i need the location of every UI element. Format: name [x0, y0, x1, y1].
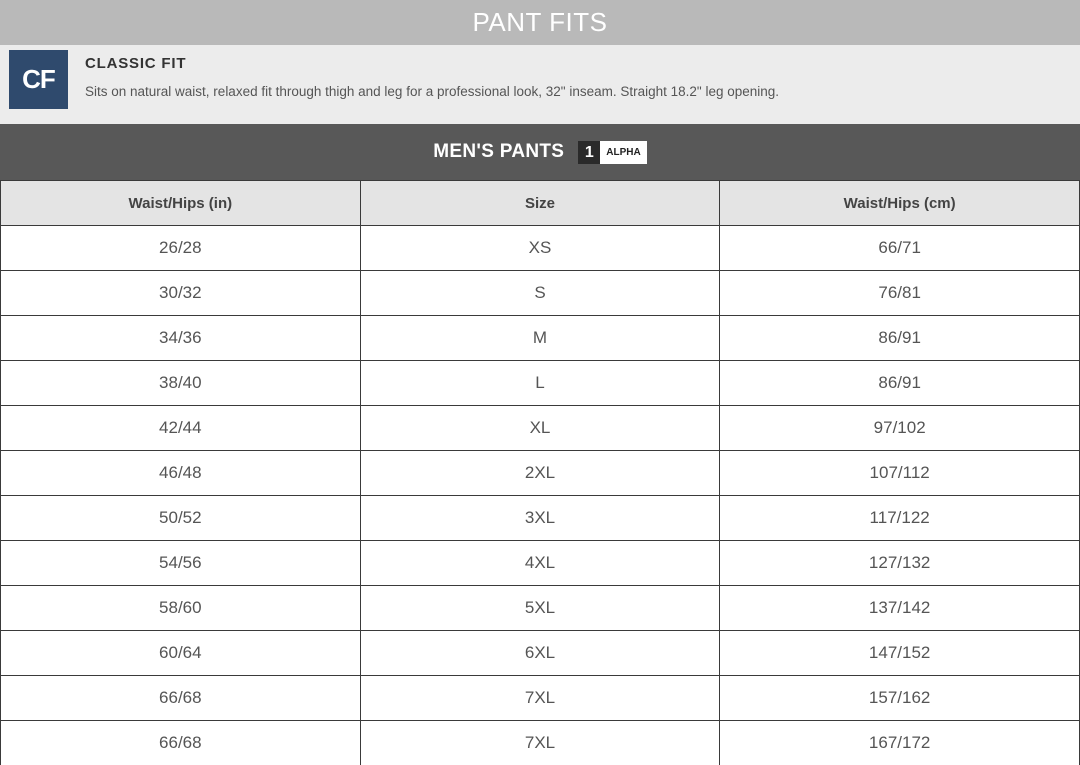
cell-waist-cm: 86/91	[720, 361, 1080, 406]
cell-size: 7XL	[360, 721, 720, 765]
table-row	[1, 451, 1080, 496]
cell-waist-in: 66/68	[1, 676, 361, 721]
table-row	[1, 316, 1080, 361]
cell-size: M	[360, 316, 720, 361]
page-title: PANT FITS	[0, 0, 1080, 45]
cell-size: S	[360, 271, 720, 316]
cell-size: 7XL	[360, 676, 720, 721]
cell-waist-in: 42/44	[1, 406, 361, 451]
fit-description-section	[0, 45, 1080, 124]
cell-waist-cm: 66/71	[720, 226, 1080, 271]
fit-title: CLASSIC FIT	[85, 55, 187, 72]
banner-title: MEN'S PANTS	[433, 141, 565, 162]
cell-waist-in: 46/48	[1, 451, 361, 496]
column-header-size: Size	[360, 181, 720, 226]
cell-waist-cm: 107/112	[720, 451, 1080, 496]
table-row	[1, 496, 1080, 541]
cell-size: XL	[360, 406, 720, 451]
cell-waist-cm: 167/172	[720, 721, 1080, 765]
table-row	[1, 271, 1080, 316]
table-row	[1, 586, 1080, 631]
cell-waist-in: 30/32	[1, 271, 361, 316]
cell-waist-cm: 86/91	[720, 316, 1080, 361]
cell-waist-cm: 97/102	[720, 406, 1080, 451]
size-system-badge	[578, 141, 646, 164]
column-header-waist-in: Waist/Hips (in)	[1, 181, 361, 226]
cell-waist-in: 54/56	[1, 541, 361, 586]
cell-size: 4XL	[360, 541, 720, 586]
cell-size: 6XL	[360, 631, 720, 676]
table-row	[1, 676, 1080, 721]
cell-waist-in: 34/36	[1, 316, 361, 361]
table-row	[1, 361, 1080, 406]
cell-waist-cm: 147/152	[720, 631, 1080, 676]
cell-waist-in: 66/68	[1, 721, 361, 765]
fit-badge-icon: CF	[9, 50, 68, 109]
table-row	[1, 406, 1080, 451]
table-header-row	[1, 181, 1080, 226]
cell-waist-cm: 76/81	[720, 271, 1080, 316]
cell-waist-in: 26/28	[1, 226, 361, 271]
cell-size: 3XL	[360, 496, 720, 541]
table-row	[1, 721, 1080, 765]
table-banner	[0, 124, 1080, 180]
cell-size: L	[360, 361, 720, 406]
cell-waist-cm: 137/142	[720, 586, 1080, 631]
cell-waist-in: 58/60	[1, 586, 361, 631]
cell-size: 5XL	[360, 586, 720, 631]
table-row	[1, 226, 1080, 271]
size-chart-table	[0, 180, 1080, 765]
cell-size: 2XL	[360, 451, 720, 496]
cell-waist-in: 38/40	[1, 361, 361, 406]
badge-label: ALPHA	[600, 141, 646, 164]
table-body	[1, 226, 1080, 765]
cell-waist-in: 50/52	[1, 496, 361, 541]
column-header-waist-cm: Waist/Hips (cm)	[720, 181, 1080, 226]
cell-waist-cm: 117/122	[720, 496, 1080, 541]
cell-waist-cm: 127/132	[720, 541, 1080, 586]
cell-waist-cm: 157/162	[720, 676, 1080, 721]
table-row	[1, 541, 1080, 586]
cell-size: XS	[360, 226, 720, 271]
fit-description: Sits on natural waist, relaxed fit through thigh and leg for a professional look, 32" inseam. Straight 18.2" leg opening.	[85, 84, 780, 99]
cell-waist-in: 60/64	[1, 631, 361, 676]
table-row	[1, 631, 1080, 676]
badge-number: 1	[578, 141, 600, 164]
